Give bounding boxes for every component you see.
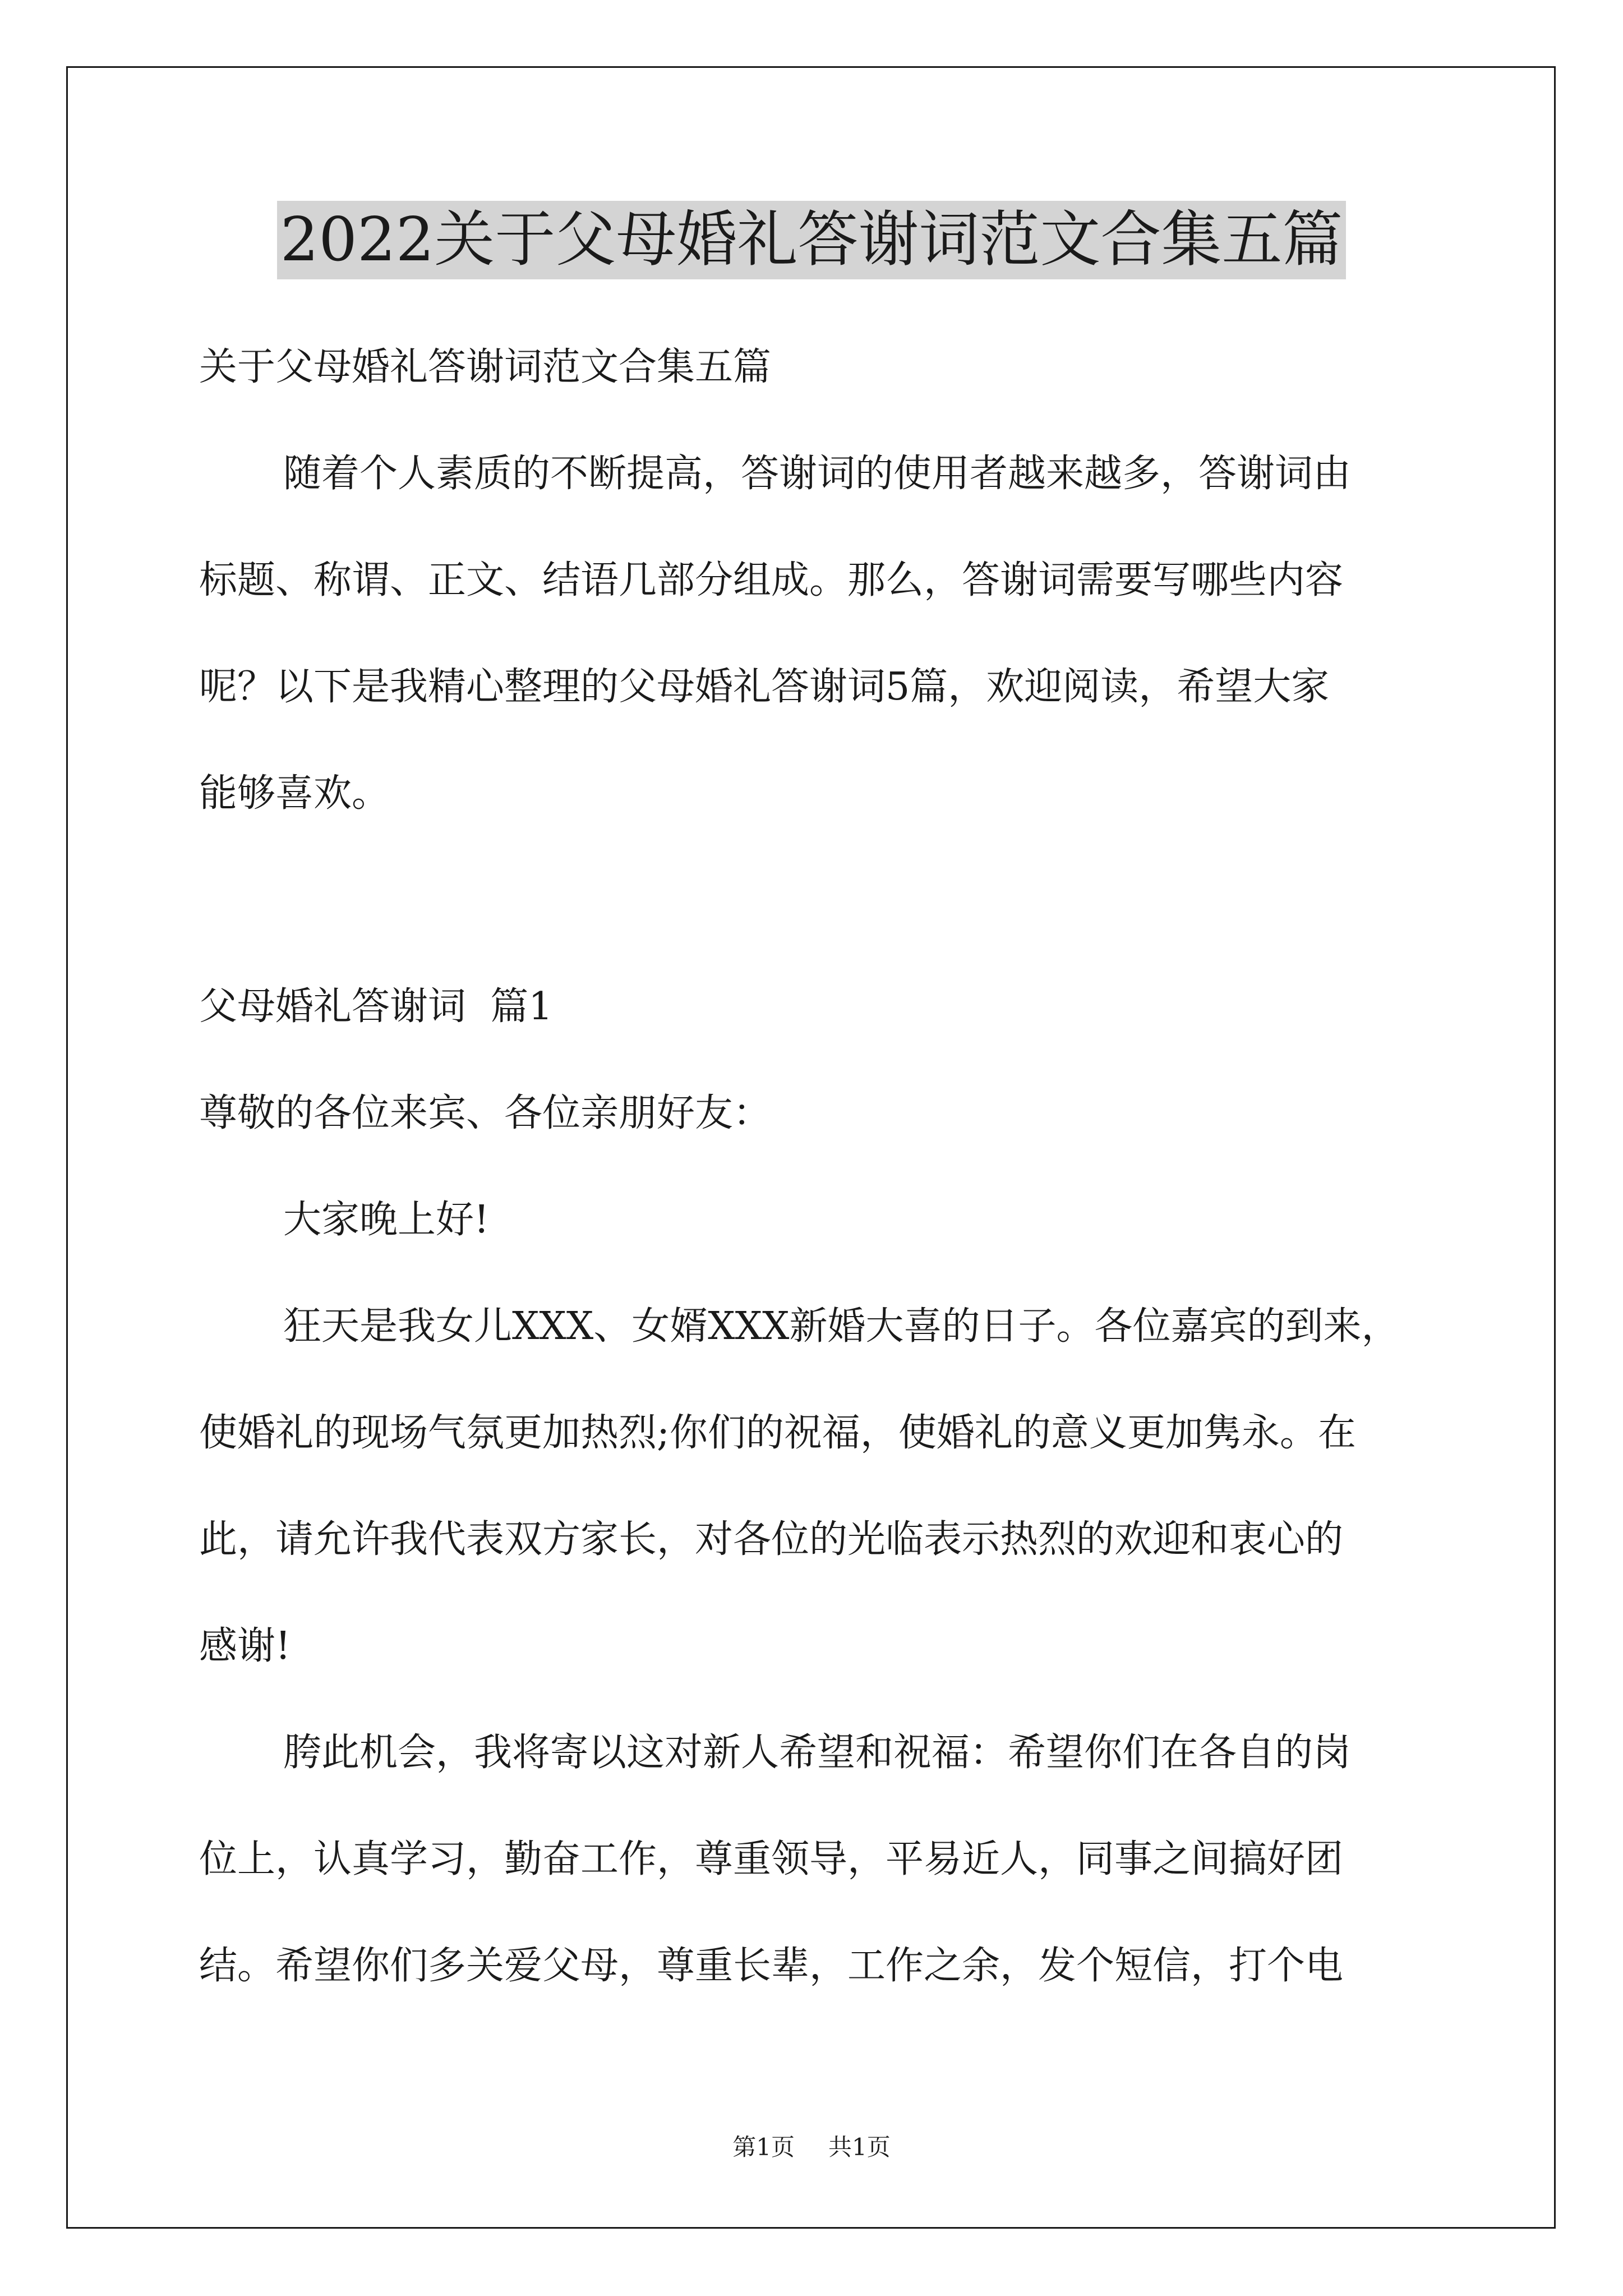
paragraph-line: 使婚礼的现场气氛更加热烈;你们的祝福，使婚礼的意义更加隽永。在 [199, 1411, 1356, 1455]
greeting: 大家晚上好! [283, 1198, 490, 1242]
intro-line: 标题、称谓、正文、结语几部分组成。那么，答谢词需要写哪些内容 [199, 558, 1344, 602]
document-title: 2022关于父母婚礼答谢词范文合集五篇 [277, 201, 1347, 279]
page-number: 第1页 [732, 2133, 795, 2161]
paragraph-line: 感谢! [199, 1624, 291, 1668]
salutation: 尊敬的各位来宾、各位亲朋好友： [199, 1091, 772, 1135]
title-container [0, 201, 1623, 279]
page-total: 共1页 [828, 2133, 891, 2161]
paragraph-line: 位上，认真学习，勤奋工作，尊重领导，平易近人，同事之间搞好团 [199, 1837, 1344, 1881]
document-subtitle: 关于父母婚礼答谢词范文合集五篇 [199, 345, 772, 389]
section-heading: 父母婚礼答谢词 篇1 [199, 984, 553, 1029]
paragraph-line: 狂天是我女儿XXX、女婿XXX新婚大喜的日子。各位嘉宾的到来， [283, 1304, 1400, 1349]
intro-line: 随着个人素质的不断提高，答谢词的使用者越来越多，答谢词由 [283, 452, 1352, 496]
intro-line: 呢？以下是我精心整理的父母婚礼答谢词5篇，欢迎阅读，希望大家 [199, 665, 1330, 709]
spacer [199, 847, 1427, 954]
document-body [199, 314, 1427, 2019]
paragraph-line: 结。希望你们多关爱父母，尊重长辈，工作之余，发个短信，打个电 [199, 1944, 1344, 1988]
paragraph-line: 胯此机会，我将寄以这对新人希望和祝福：希望你们在各自的岗 [283, 1731, 1352, 1775]
page-footer [0, 2131, 1623, 2164]
paragraph-line: 此，请允许我代表双方家长，对各位的光临表示热烈的欢迎和衷心的 [199, 1517, 1344, 1562]
intro-line: 能够喜欢。 [199, 771, 390, 816]
